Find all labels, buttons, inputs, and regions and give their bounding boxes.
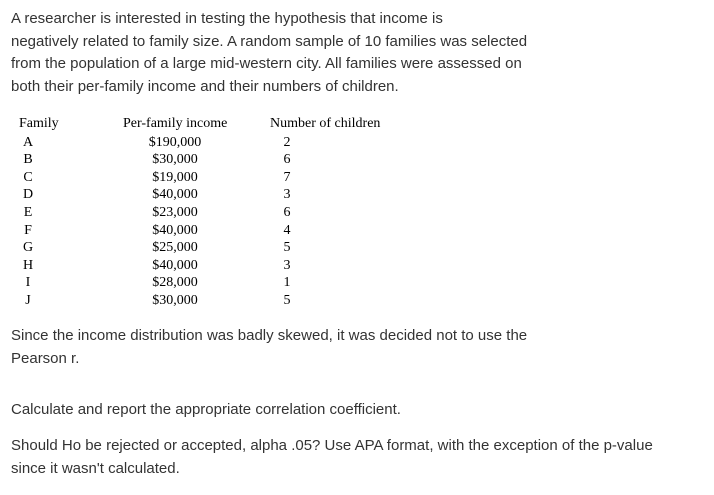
children-cell: 6 xyxy=(283,204,291,220)
children-cell: 5 xyxy=(283,292,291,308)
hypothesis-paragraph xyxy=(11,435,701,480)
children-cell: 1 xyxy=(283,275,291,291)
income-cell: $30,000 xyxy=(152,292,198,308)
intro-line: from the population of a large mid-western city. All families were assessed on xyxy=(11,55,522,73)
family-cell: D xyxy=(22,187,34,203)
income-cell: $23,000 xyxy=(152,204,198,220)
family-cell: C xyxy=(23,169,33,185)
intro-paragraph xyxy=(11,8,701,99)
header-family: Family xyxy=(19,116,59,131)
income-cell: $25,000 xyxy=(152,240,198,256)
family-cell: I xyxy=(25,275,31,291)
income-cell: $19,000 xyxy=(152,169,198,185)
children-cell: 3 xyxy=(283,257,291,273)
family-cell: A xyxy=(22,134,34,150)
hypothesis-line: since it wasn't calculated. xyxy=(11,459,180,477)
header-income: Per-family income xyxy=(123,116,228,131)
income-cell: $30,000 xyxy=(152,152,198,168)
family-cell: E xyxy=(23,204,33,220)
income-cell: $40,000 xyxy=(152,222,198,238)
children-cell: 3 xyxy=(283,187,291,203)
children-cell: 4 xyxy=(283,222,291,238)
skew-paragraph xyxy=(11,325,701,370)
income-cell: $40,000 xyxy=(152,257,198,273)
children-cell: 6 xyxy=(283,152,291,168)
calculate-paragraph xyxy=(11,399,701,422)
family-cell: B xyxy=(23,152,33,168)
income-cell: $190,000 xyxy=(148,134,202,150)
intro-line: A researcher is interested in testing the hypothesis that income is xyxy=(11,10,443,27)
skew-line: Since the income distribution was badly skewed, it was decided not to use the xyxy=(11,327,528,344)
family-cell: G xyxy=(22,240,34,256)
calculate-line: Calculate and report the appropriate correlation coefficient. xyxy=(11,401,401,418)
children-cell: 7 xyxy=(283,169,291,185)
income-cell: $28,000 xyxy=(152,275,198,291)
header-children: Number of children xyxy=(270,116,381,131)
children-cell: 5 xyxy=(283,240,291,256)
family-cell: J xyxy=(25,292,31,308)
family-cell: F xyxy=(24,222,32,238)
children-cell: 2 xyxy=(283,134,291,150)
intro-line: both their per-family income and their numbers of children. xyxy=(11,78,399,96)
family-cell: H xyxy=(22,257,34,273)
income-cell: $40,000 xyxy=(152,187,198,203)
hypothesis-line: Should Ho be rejected or accepted, alpha .05? Use APA format, with the exception of the p-value xyxy=(11,437,653,454)
skew-line: Pearson r. xyxy=(11,349,80,367)
intro-line: negatively related to family size. A random sample of 10 families was selected xyxy=(11,32,528,50)
